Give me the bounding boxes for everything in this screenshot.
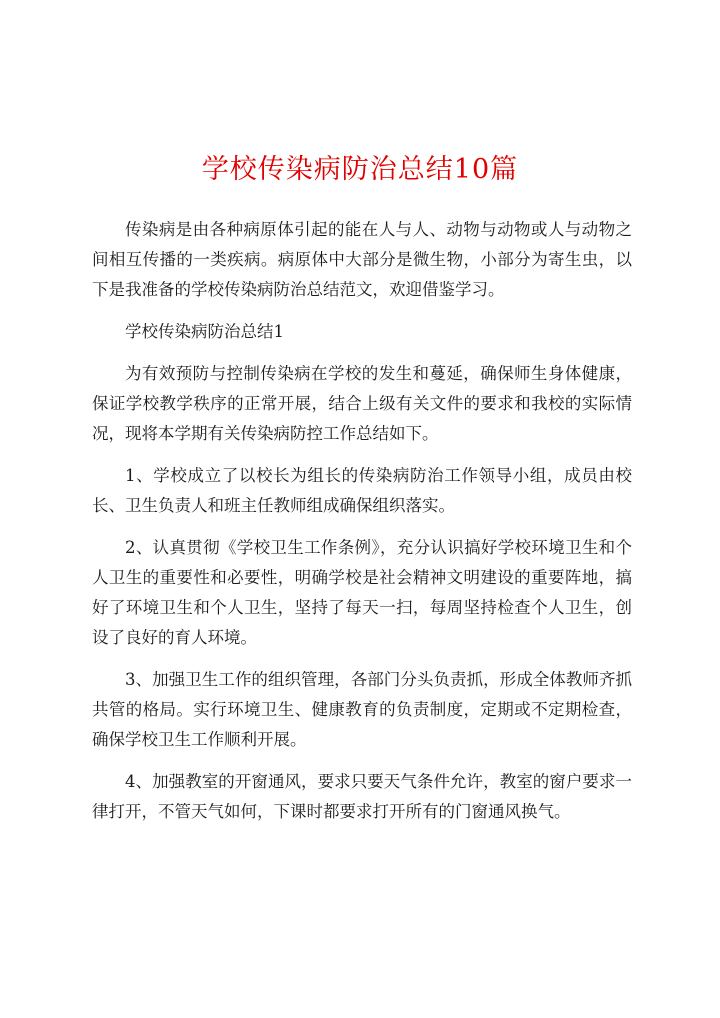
list-item-2: 2、认真贯彻《学校卫生工作条例》，充分认识搞好学校环境卫生和个人卫生的重要性和必要性，明确学校是社会精神文明建设的重要阵地，搞好了环境卫生和个人卫生，坚持了每天一扫，每周坚持检查个人卫生，创设了良好的育人环境。	[92, 538, 632, 647]
list-item-3: 3、加强卫生工作的组织管理，各部门分头负责抓，形成全体教师齐抓共管的格局。实行环境卫生、健康教育的负责制度，定期或不定期检查，确保学校卫生工作顺利开展。	[92, 670, 632, 749]
document-title: 学校传染病防治总结10篇	[201, 154, 519, 185]
list-item-1: 1、学校成立了以校长为组长的传染病防治工作领导小组，成员由校长、卫生负责人和班主任教师组成确保组织落实。	[92, 466, 632, 515]
body-paragraph: 为有效预防与控制传染病在学校的发生和蔓延，确保师生身体健康，保证学校教学秩序的正常开展，结合上级有关文件的要求和我校的实际情况，现将本学期有关传染病防控工作总结如下。	[92, 364, 632, 443]
document-body	[92, 215, 632, 839]
intro-paragraph: 传染病是由各种病原体引起的能在人与人、动物与动物或人与动物之间相互传播的一类疾病。病原体中大部分是微生物，小部分为寄生虫，以下是我准备的学校传染病防治总结范文，欢迎借鉴学习。	[92, 220, 632, 299]
list-item-4: 4、加强教室的开窗通风，要求只要天气条件允许，教室的窗户要求一律打开，不管天气如何，下课时都要求打开所有的门窗通风换气。	[92, 772, 632, 821]
section-heading: 学校传染病防治总结1	[125, 322, 284, 341]
